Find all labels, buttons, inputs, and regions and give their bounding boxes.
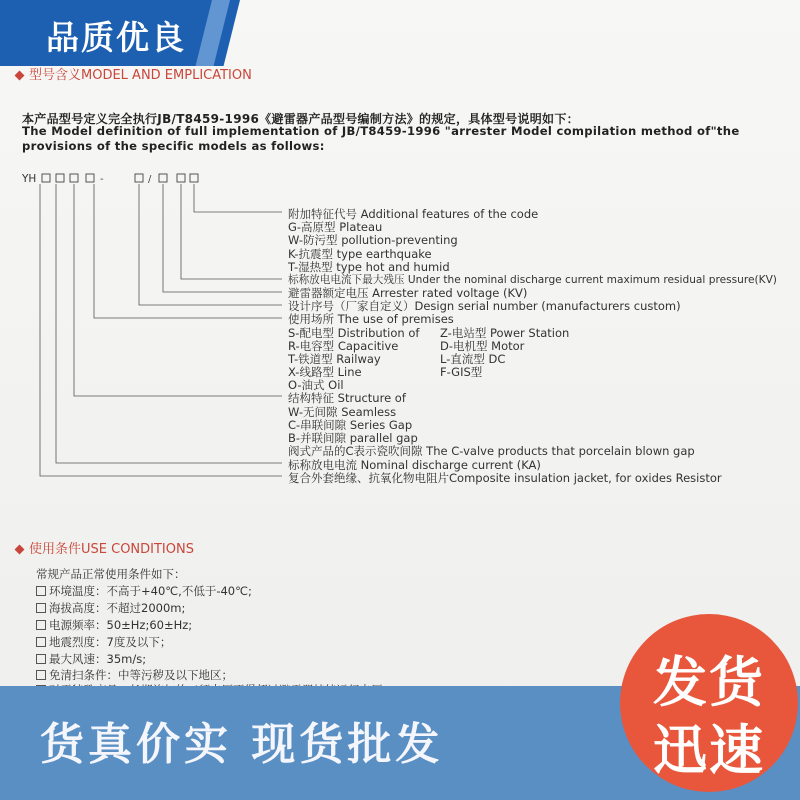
section-model-title: 型号含义MODEL AND EMPLICATION: [29, 68, 252, 83]
badge-line-1: 发货: [653, 651, 765, 714]
legend-item: 标称放电电流下最大残压 Under the nominal discharge current maximum residual pressure(KV): [288, 274, 777, 286]
legend-item: T-湿热型 type hot and humid: [288, 260, 450, 274]
condition-text: 环境温度：不高于+40℃,不低于-40℃;: [49, 584, 252, 598]
condition-item: [36, 583, 252, 599]
legend-item: W-防污型 pollution-preventing: [288, 233, 458, 247]
condition-item: [36, 667, 233, 683]
legend-item: C-串联间隙 Series Gap: [288, 418, 413, 432]
legend-item: X-线路型 Line: [288, 365, 362, 379]
legend-item: 标称放电电流 Nominal discharge current (KA): [288, 458, 541, 472]
legend-item: 结构特征 Structure of: [288, 391, 406, 405]
condition-text: 地震烈度：7度及以下；: [49, 635, 172, 649]
intro-cn: 本产品型号定义完全执行JB/T8459-1996《避雷器产品型号编制方法》的规定，具体型号说明如下：: [22, 112, 579, 126]
badge-line-2: 迅速: [653, 719, 765, 782]
banner-title: 品质优良: [46, 18, 186, 57]
legend-item: K-抗震型 type earthquake: [288, 247, 432, 261]
checkbox-icon: [36, 620, 46, 630]
condition-text: 海拔高度：不超过2000m;: [49, 601, 186, 615]
checkbox-icon: [36, 670, 46, 680]
legend-item: B-并联间隙 parallel gap: [288, 431, 418, 445]
legend-right-item: F-GIS型: [440, 365, 483, 379]
legend-item: 设计序号（厂家自定义）Design serial number (manufacturers custom): [288, 299, 681, 313]
fast-shipping-badge: [620, 614, 798, 792]
legend-item: G-高原型 Plateau: [288, 220, 383, 234]
intro-en-2: provisions of the specific models as follows:: [22, 139, 325, 153]
legend-item: W-无间隙 Seamless: [288, 405, 397, 419]
legend-item: 阀式产品的C表示瓷吹间隙 The C-valve products that porcelain blown gap: [288, 444, 695, 458]
legend-item: 使用场所 The use of premises: [288, 312, 454, 326]
condition-item: [36, 600, 185, 616]
model-prefix: YH: [22, 173, 37, 185]
checkbox-icon: [36, 603, 46, 613]
legend-item: R-电容型 Capacitive: [288, 339, 399, 353]
checkbox-icon: [36, 586, 46, 596]
checkbox-icon: [36, 654, 46, 664]
section-conditions-heading: [16, 538, 194, 557]
legend-right-item: D-电机型 Motor: [440, 339, 525, 353]
legend-right-item: L-直流型 DC: [440, 352, 506, 366]
legend-item: O-油式 Oil: [288, 378, 344, 392]
section-conditions-title: 使用条件USE CONDITIONS: [29, 542, 194, 557]
legend-right-item: Z-电站型 Power Station: [440, 326, 570, 340]
conditions-intro: 常规产品正常使用条件如下：: [36, 567, 186, 581]
dash-mark: -: [100, 174, 104, 185]
diamond-bullet-icon: [15, 545, 25, 555]
condition-text: 免清扫条件：中等污秽及以下地区；: [49, 668, 233, 682]
condition-text: 电源频率：50±Hz;60±Hz;: [49, 618, 193, 632]
condition-item: [36, 634, 171, 650]
leader-lines: [40, 184, 282, 476]
model-boxes: [42, 174, 198, 182]
legend-item: 附加特征代号 Additional features of the code: [288, 207, 539, 221]
condition-item: [36, 651, 146, 667]
legend-item: T-铁道型 Railway: [288, 352, 381, 366]
slash-mark: /: [148, 174, 152, 185]
legend-item: S-配电型 Distribution of: [288, 326, 420, 340]
legend-item: 避雷器额定电压 Arrester rated voltage (KV): [288, 286, 528, 300]
intro-en-1: The Model definition of full implementation of JB/T8459-1996 "arrester Model compilation method of"the: [22, 124, 740, 138]
condition-text: 最大风速：35m/s;: [49, 652, 147, 666]
condition-item: [36, 617, 192, 633]
legend-item: 复合外套绝缘、抗氧化物电阻片Composite insulation jacket, for oxides Resistor: [288, 471, 722, 485]
checkbox-icon: [36, 637, 46, 647]
footer-slogan: 货真价实 现货批发: [40, 719, 444, 770]
